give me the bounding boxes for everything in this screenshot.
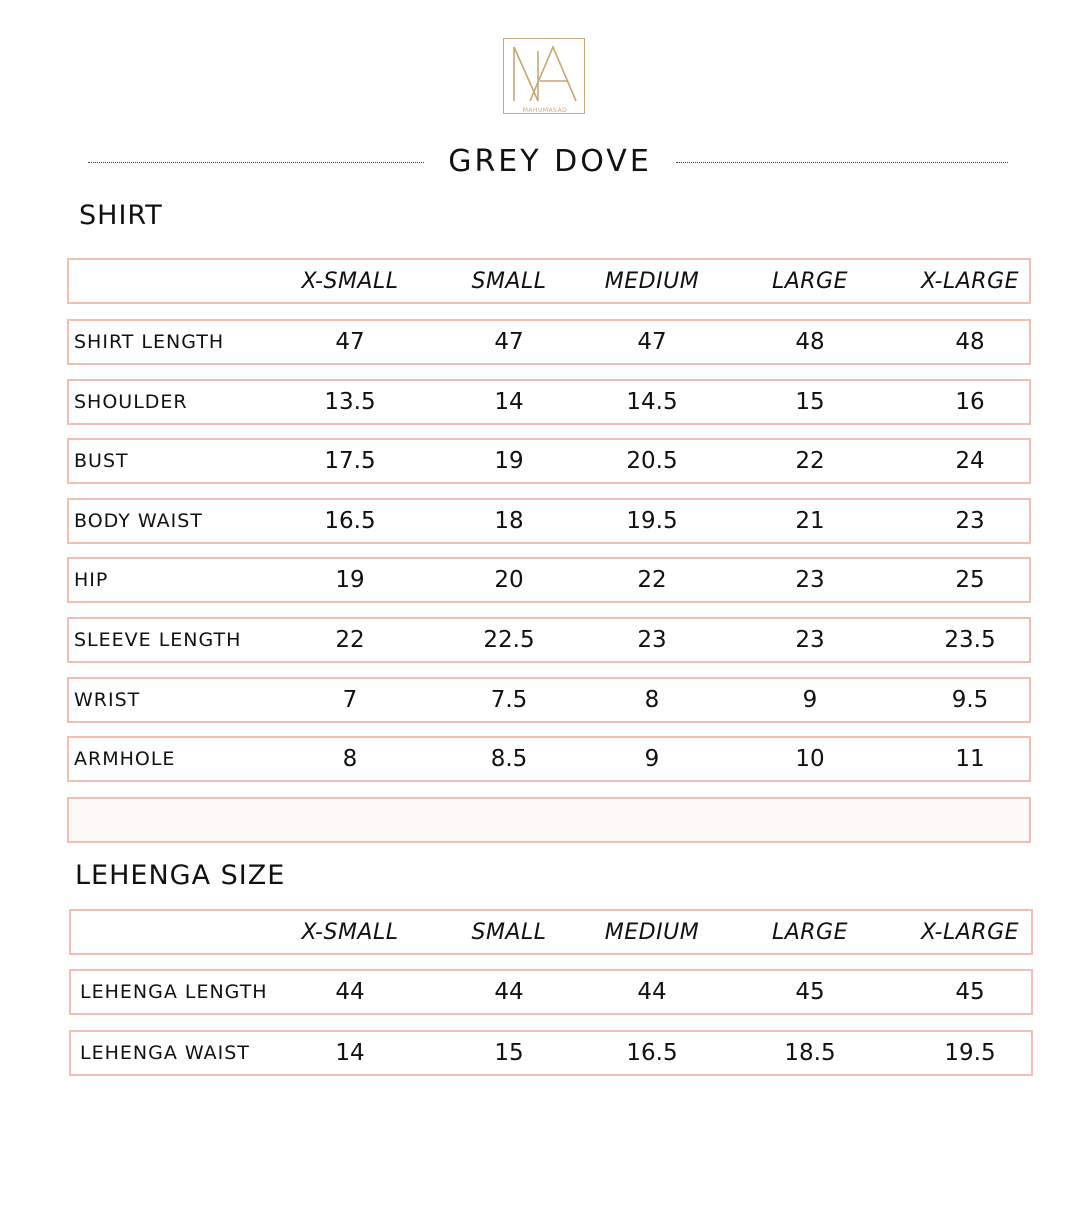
row-label: BUST <box>74 450 129 473</box>
table-cell-value: 25 <box>955 567 985 594</box>
table-cell-value: 17.5 <box>324 448 376 475</box>
table-cell-value: 20.5 <box>626 448 678 475</box>
table-header-row <box>67 258 1031 304</box>
table-cell-value: 48 <box>795 329 825 355</box>
title-rule-left <box>88 162 424 163</box>
table-cell-value: 8 <box>644 686 660 713</box>
table-header-row <box>69 909 1033 955</box>
table-cell-value: 47 <box>335 329 365 355</box>
table-row <box>67 319 1031 365</box>
table-cell-value: 9.5 <box>951 686 989 713</box>
table-row <box>67 617 1031 663</box>
table-row <box>67 557 1031 603</box>
table-cell-value: 16 <box>955 388 985 415</box>
section-heading-lehenga: LEHENGA SIZE <box>75 860 286 891</box>
column-header: MEDIUM <box>604 268 700 294</box>
column-header: SMALL <box>471 268 547 294</box>
row-label: SHIRT LENGTH <box>74 331 225 353</box>
column-header: X-SMALL <box>301 919 399 945</box>
table-cell-value: 9 <box>802 686 818 713</box>
title-row <box>88 140 1008 186</box>
table-row <box>67 736 1031 782</box>
table-cell-value: 14 <box>494 388 524 415</box>
row-label: SHOULDER <box>74 390 188 413</box>
table-cell-value: 18 <box>494 507 524 534</box>
table-cell-value: 16.5 <box>324 507 376 534</box>
table-row <box>67 677 1031 723</box>
column-header: MEDIUM <box>604 919 700 945</box>
row-label: LEHENGA WAIST <box>80 1042 250 1064</box>
column-header: LARGE <box>771 919 849 945</box>
table-row <box>69 1030 1033 1076</box>
table-row <box>67 438 1031 484</box>
table-cell-value: 20 <box>494 567 524 594</box>
table-cell-value: 14.5 <box>626 388 678 415</box>
table-cell-value: 15 <box>494 1040 524 1066</box>
table-cell-value: 7.5 <box>490 686 528 713</box>
table-cell-value: 18.5 <box>784 1040 836 1066</box>
table-cell-value: 44 <box>494 979 524 1005</box>
section-heading-shirt: SHIRT <box>79 200 163 231</box>
table-cell-value: 8.5 <box>490 746 528 773</box>
table-cell-value: 23 <box>637 627 667 653</box>
table-cell-value: 22 <box>335 627 365 653</box>
logo-text: MAHUMASAD <box>522 107 568 114</box>
table-cell-value: 19.5 <box>944 1040 996 1066</box>
table-cell-value: 45 <box>955 979 985 1005</box>
row-label: BODY WAIST <box>74 509 203 532</box>
row-label: SLEEVE LENGTH <box>74 629 242 651</box>
table-cell-value: 44 <box>637 979 667 1005</box>
table-cell-value: 7 <box>342 686 358 713</box>
table-cell-value: 19 <box>494 448 524 475</box>
table-cell-value: 47 <box>494 329 524 355</box>
table-cell-value: 23 <box>955 507 985 534</box>
empty-table-row <box>67 797 1031 843</box>
title-rule-right <box>676 162 1008 163</box>
table-row <box>67 379 1031 425</box>
table-cell-value: 19 <box>335 567 365 594</box>
row-label: LEHENGA LENGTH <box>80 981 268 1003</box>
table-cell-value: 19.5 <box>626 507 678 534</box>
table-row <box>67 498 1031 544</box>
table-cell-value: 47 <box>637 329 667 355</box>
page-title: GREY DOVE <box>448 144 652 179</box>
column-header: X-SMALL <box>301 268 399 294</box>
table-cell-value: 11 <box>955 746 985 773</box>
table-cell-value: 24 <box>955 448 985 475</box>
table-cell-value: 16.5 <box>626 1040 678 1066</box>
brand-logo <box>503 38 585 114</box>
row-label: WRIST <box>74 688 141 711</box>
table-cell-value: 48 <box>955 329 985 355</box>
table-cell-value: 23 <box>795 567 825 594</box>
table-cell-value: 22 <box>795 448 825 475</box>
table-cell-value: 21 <box>795 507 825 534</box>
column-header: LARGE <box>771 268 849 294</box>
table-row <box>69 969 1033 1015</box>
table-cell-value: 9 <box>644 746 660 773</box>
row-label: HIP <box>74 569 109 592</box>
table-cell-value: 8 <box>342 746 358 773</box>
table-cell-value: 45 <box>795 979 825 1005</box>
logo-monogram-icon <box>504 39 586 115</box>
table-cell-value: 13.5 <box>324 388 376 415</box>
column-header: X-LARGE <box>920 268 1020 294</box>
table-cell-value: 23.5 <box>944 627 996 653</box>
table-cell-value: 10 <box>795 746 825 773</box>
row-label: ARMHOLE <box>74 748 176 771</box>
table-cell-value: 22 <box>637 567 667 594</box>
table-cell-value: 44 <box>335 979 365 1005</box>
table-cell-value: 15 <box>795 388 825 415</box>
table-cell-value: 22.5 <box>483 627 535 653</box>
table-cell-value: 23 <box>795 627 825 653</box>
table-cell-value: 14 <box>335 1040 365 1066</box>
column-header: SMALL <box>471 919 547 945</box>
column-header: X-LARGE <box>920 919 1020 945</box>
